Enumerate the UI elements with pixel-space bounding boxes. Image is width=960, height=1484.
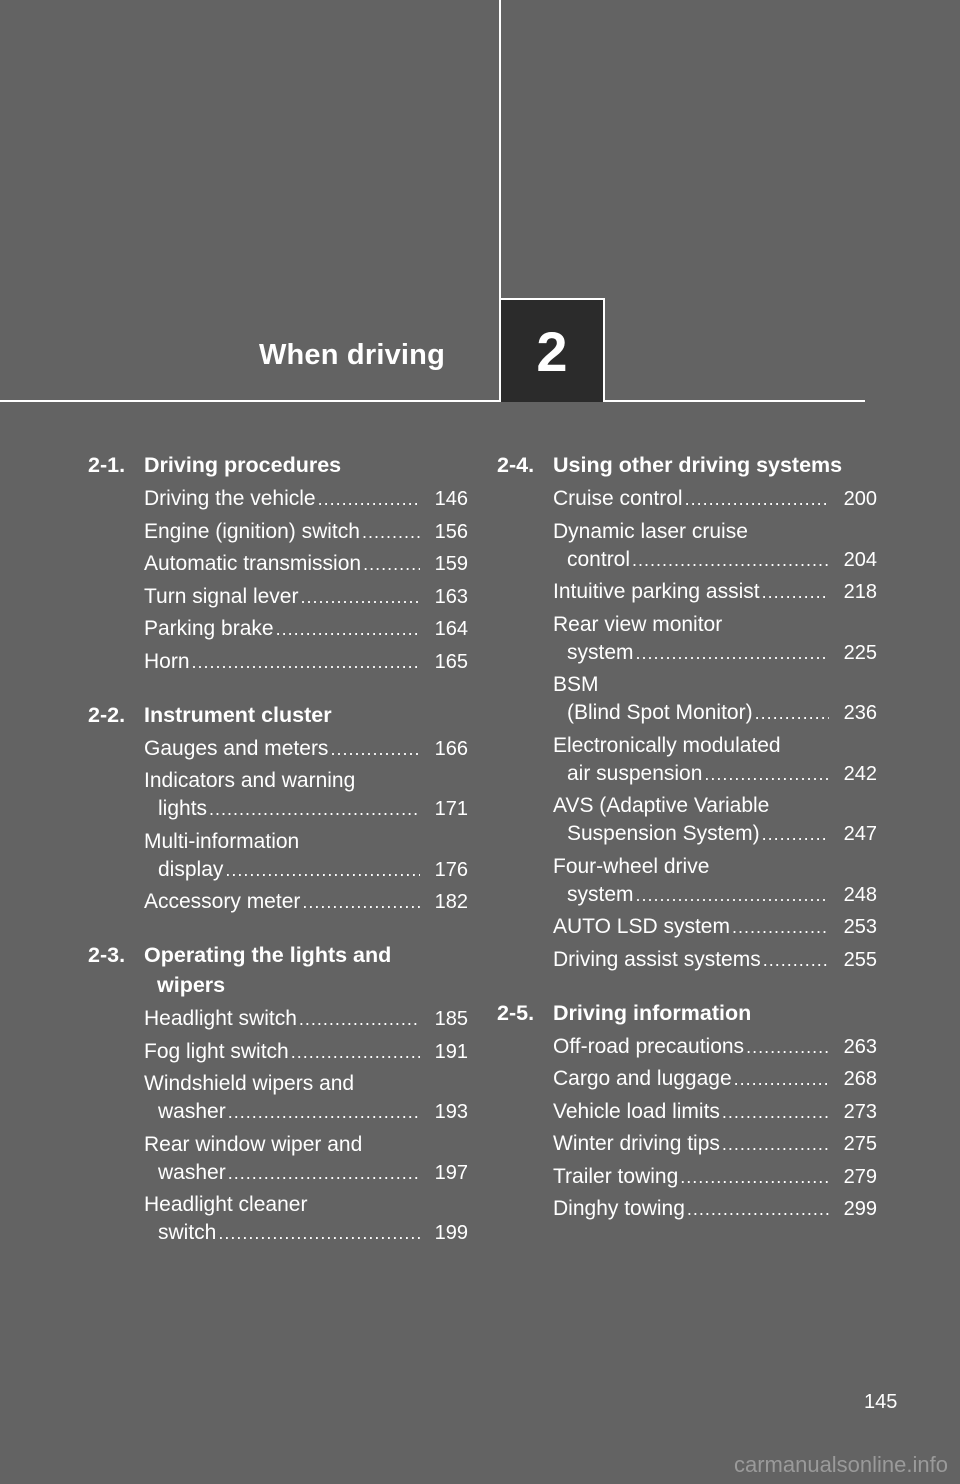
section-entries: [497, 485, 877, 974]
toc-entry-text: Vehicle load limits: [553, 1099, 720, 1123]
toc-entry-row: [553, 546, 877, 574]
toc-entry-text: (Blind Spot Monitor): [567, 701, 753, 724]
toc-section: [88, 450, 468, 676]
toc-entry[interactable]: [553, 611, 877, 667]
toc-entry[interactable]: [553, 946, 877, 974]
toc-entry-text-line: Windshield wipers and: [144, 1072, 355, 1095]
toc-entry-row: [553, 760, 877, 788]
section-number: 2-5.: [497, 1000, 535, 1025]
dot-leader: [763, 946, 829, 974]
toc-entry-text: system: [567, 882, 634, 906]
toc-entry-text: Automatic transmission: [144, 552, 362, 575]
toc-page-ref[interactable]: 275: [843, 1133, 877, 1155]
section-title: [144, 450, 468, 480]
toc-entry-text: Accessory meter: [144, 890, 301, 913]
section-title-line: Using other driving systems: [553, 453, 843, 477]
toc-entry[interactable]: [553, 1163, 877, 1191]
dot-leader: [228, 1159, 420, 1187]
toc-page-ref[interactable]: 197: [434, 1161, 468, 1184]
section-title-line: wipers: [157, 973, 226, 997]
dot-leader: [363, 550, 420, 578]
toc-entry-text: air suspension: [567, 761, 703, 785]
toc-entry[interactable]: [553, 485, 877, 513]
toc-entry-text: Suspension System): [567, 822, 760, 845]
toc-page-ref[interactable]: 279: [843, 1165, 877, 1188]
toc-page-ref[interactable]: 236: [843, 702, 877, 724]
toc-entry-row: [144, 1038, 468, 1066]
toc-entry-text: Off-road precautions: [553, 1034, 745, 1058]
toc-page-ref[interactable]: 247: [843, 823, 877, 845]
toc-entry[interactable]: [553, 1195, 877, 1223]
toc-entry-row: [144, 1159, 468, 1187]
dot-leader: [300, 583, 420, 611]
toc-entry-row: [553, 699, 877, 727]
toc-entry-text: Dinghy towing: [553, 1197, 685, 1220]
toc-entry-text: washer: [158, 1160, 226, 1184]
toc-section: [497, 450, 877, 974]
toc-entry[interactable]: [144, 583, 468, 611]
dot-leader: [636, 639, 829, 667]
toc-entry[interactable]: [144, 518, 468, 546]
toc-entry-text-line: Indicators and warning: [144, 769, 356, 792]
toc-page-ref[interactable]: 166: [434, 737, 468, 760]
toc-section: [497, 998, 877, 1224]
section-title: [553, 998, 877, 1028]
toc-page-ref[interactable]: 263: [843, 1035, 877, 1058]
section-heading: [88, 940, 468, 1000]
toc-entry-text: lights: [158, 797, 208, 820]
toc-entry[interactable]: [144, 888, 468, 916]
toc-entry-row: [553, 1065, 877, 1093]
toc-entry[interactable]: [144, 1038, 468, 1066]
dot-leader: [291, 1038, 420, 1066]
dot-leader: [762, 578, 829, 606]
toc-entry[interactable]: [144, 1191, 468, 1247]
toc-entry-text: washer: [158, 1100, 226, 1123]
toc-entry-row: [144, 888, 468, 916]
toc-entry-text: Fog light switch: [144, 1039, 289, 1063]
toc-entry[interactable]: [553, 1065, 877, 1093]
toc-entry-row: [144, 1098, 468, 1126]
toc-entry-text: Driving the vehicle: [144, 487, 316, 510]
toc-entry-row: [144, 518, 468, 546]
dot-leader: [755, 699, 829, 727]
dot-leader: [680, 1163, 829, 1191]
toc-entry-row: [144, 615, 468, 643]
toc-page-ref[interactable]: 242: [843, 762, 877, 785]
toc-entry-text: Cruise control: [553, 487, 683, 510]
toc-entry[interactable]: [553, 671, 877, 727]
toc-entry-text-line: Headlight cleaner: [144, 1193, 308, 1216]
header-horizontal-rule: [0, 400, 865, 402]
section-entries: [88, 485, 468, 676]
dot-leader: [192, 648, 420, 676]
toc-page-ref[interactable]: 193: [434, 1101, 468, 1123]
toc-page-ref[interactable]: 218: [843, 581, 877, 603]
toc-page-ref[interactable]: 255: [843, 948, 877, 971]
toc-entry-text-line: Four-wheel drive: [553, 854, 710, 878]
toc-entry[interactable]: [553, 792, 877, 848]
dot-leader: [632, 546, 829, 574]
toc-entry-text: Turn signal lever: [144, 584, 299, 608]
toc-page-ref[interactable]: 176: [434, 858, 468, 881]
toc-entry-row: [144, 1005, 468, 1033]
toc-entry[interactable]: [553, 732, 877, 788]
toc-entry-text: Engine (ignition) switch: [144, 519, 360, 543]
toc-entry-text: Trailer towing: [553, 1164, 679, 1188]
toc-entry-row: [144, 648, 468, 676]
toc-entry-row: [553, 1195, 877, 1223]
dot-leader: [276, 615, 420, 643]
dot-leader: [362, 518, 420, 546]
section-number: 2-4.: [497, 453, 535, 477]
toc-entry[interactable]: [144, 1070, 468, 1126]
section-title-line: Driving procedures: [144, 453, 342, 477]
toc-entry-row: [144, 550, 468, 578]
dot-leader: [762, 820, 829, 848]
toc-page-ref[interactable]: 156: [434, 520, 468, 543]
section-number: 2-2.: [88, 702, 126, 727]
toc-entry-text: Winter driving tips: [553, 1132, 720, 1155]
dot-leader: [330, 735, 420, 763]
toc-page-ref[interactable]: 165: [434, 650, 468, 673]
toc-entry-row: [144, 856, 468, 884]
toc-entry-text-line: AVS (Adaptive Variable: [553, 794, 770, 817]
toc-entry-row: [553, 1130, 877, 1158]
toc-entry[interactable]: [144, 615, 468, 643]
toc-entry-text: Headlight switch: [144, 1007, 297, 1030]
toc-page-ref[interactable]: 268: [843, 1068, 877, 1090]
toc-page-ref[interactable]: 171: [434, 798, 468, 820]
section-entries: [88, 1005, 468, 1247]
section-title: [144, 940, 468, 1000]
toc-entry[interactable]: [144, 550, 468, 578]
toc-entry-row: [553, 485, 877, 513]
toc-page-ref[interactable]: 163: [434, 585, 468, 608]
toc-entry-text: display: [158, 857, 224, 881]
dot-leader: [228, 1098, 420, 1126]
toc-entry-text: Cargo and luggage: [553, 1067, 732, 1090]
toc-entry-row: [144, 795, 468, 823]
toc-entry-text: AUTO LSD system: [553, 915, 730, 938]
dot-leader: [722, 1098, 829, 1126]
section-heading: [88, 450, 468, 480]
toc-entry-row: [553, 913, 877, 941]
dot-leader: [299, 1005, 420, 1033]
toc-entry[interactable]: [553, 853, 877, 909]
section-heading: [497, 998, 877, 1028]
toc-entry-row: [144, 583, 468, 611]
section-title-line: Instrument cluster: [144, 702, 332, 727]
chapter-number-tab: 2: [501, 298, 605, 402]
toc-page-ref[interactable]: 185: [434, 1008, 468, 1030]
toc-entry[interactable]: [144, 767, 468, 823]
section-title-line: Driving information: [553, 1000, 752, 1025]
chapter-title: When driving: [258, 339, 445, 371]
toc-entry[interactable]: [144, 828, 468, 884]
toc-page-ref[interactable]: 225: [843, 641, 877, 664]
toc-column-right: [497, 450, 877, 1247]
toc-entry-text-line: Electronically modulated: [553, 733, 781, 757]
dot-leader: [636, 881, 829, 909]
page-number: 145: [864, 1391, 898, 1413]
toc-entry-text-line: BSM: [553, 673, 599, 696]
toc-entry[interactable]: [553, 1130, 877, 1158]
toc-entry[interactable]: [553, 1033, 877, 1061]
toc-page-ref[interactable]: 204: [843, 548, 877, 571]
toc-entry-text: Driving assist systems: [553, 947, 761, 971]
dot-leader: [687, 1195, 829, 1223]
section-title: [553, 450, 877, 480]
toc-page-ref[interactable]: 299: [843, 1198, 877, 1220]
dot-leader: [685, 485, 829, 513]
toc-entry-text-line: Rear view monitor: [553, 612, 723, 636]
section-title: [144, 700, 468, 730]
toc-entry-text: Horn: [144, 649, 190, 673]
toc-entry-row: [553, 881, 877, 909]
toc-entry-text: control: [567, 547, 631, 571]
toc-entry-text: Gauges and meters: [144, 736, 329, 760]
toc-entry-row: [553, 1163, 877, 1191]
dot-leader: [704, 760, 829, 788]
toc-column-left: [88, 450, 468, 1271]
toc-entry-text-line: Multi-information: [144, 829, 300, 853]
toc-page-ref[interactable]: 253: [843, 916, 877, 938]
dot-leader: [318, 485, 420, 513]
toc-entry-text: Parking brake: [144, 617, 274, 640]
dot-leader: [722, 1130, 829, 1158]
dot-leader: [746, 1033, 829, 1061]
toc-entry[interactable]: [144, 735, 468, 763]
toc-page-ref[interactable]: 199: [434, 1222, 468, 1244]
section-number: 2-1.: [88, 453, 126, 477]
toc-entry-text-line: Rear window wiper and: [144, 1132, 363, 1156]
section-number: 2-3.: [88, 943, 126, 967]
dot-leader: [218, 1219, 420, 1247]
toc-entry-row: [553, 578, 877, 606]
toc-page-ref[interactable]: 182: [434, 891, 468, 913]
toc-entry-row: [144, 485, 468, 513]
toc-entry[interactable]: [144, 1131, 468, 1187]
footer-watermark: carmanualsonline.info: [733, 1452, 948, 1477]
toc-entry-row: [553, 946, 877, 974]
toc-entry[interactable]: [553, 578, 877, 606]
section-entries: [88, 735, 468, 917]
section-title-line: Operating the lights and: [144, 943, 392, 967]
toc-section: [88, 700, 468, 917]
toc-entry[interactable]: [553, 913, 877, 941]
toc-page-ref[interactable]: 273: [843, 1100, 877, 1123]
toc-page-ref[interactable]: 191: [434, 1040, 468, 1063]
toc-entry[interactable]: [144, 1005, 468, 1033]
toc-entry-row: [553, 1098, 877, 1126]
toc-page-ref[interactable]: 248: [843, 883, 877, 906]
section-heading: [88, 700, 468, 730]
toc-entry[interactable]: [144, 648, 468, 676]
section-heading: [497, 450, 877, 480]
toc-entry-row: [553, 820, 877, 848]
toc-entry-row: [144, 735, 468, 763]
toc-entry-row: [144, 1219, 468, 1247]
dot-leader: [209, 795, 420, 823]
toc-entry-row: [553, 639, 877, 667]
toc-entry-text-line: Dynamic laser cruise: [553, 519, 748, 543]
toc-entry-text: system: [567, 640, 634, 664]
dot-leader: [302, 888, 420, 916]
toc-entry[interactable]: [144, 485, 468, 513]
section-entries: [497, 1033, 877, 1224]
toc-section: [88, 940, 468, 1247]
toc-page-ref[interactable]: 164: [434, 618, 468, 640]
toc-page-ref[interactable]: 200: [843, 488, 877, 510]
toc-entry-text: switch: [158, 1221, 217, 1244]
toc-entry[interactable]: [553, 518, 877, 574]
dot-leader: [732, 913, 829, 941]
toc-entry-text: Intuitive parking assist: [553, 580, 760, 603]
toc-page-ref[interactable]: 146: [434, 488, 468, 510]
dot-leader: [734, 1065, 829, 1093]
toc-page-ref[interactable]: 159: [434, 553, 468, 575]
toc-entry[interactable]: [553, 1098, 877, 1126]
toc-entry-row: [553, 1033, 877, 1061]
dot-leader: [225, 856, 420, 884]
